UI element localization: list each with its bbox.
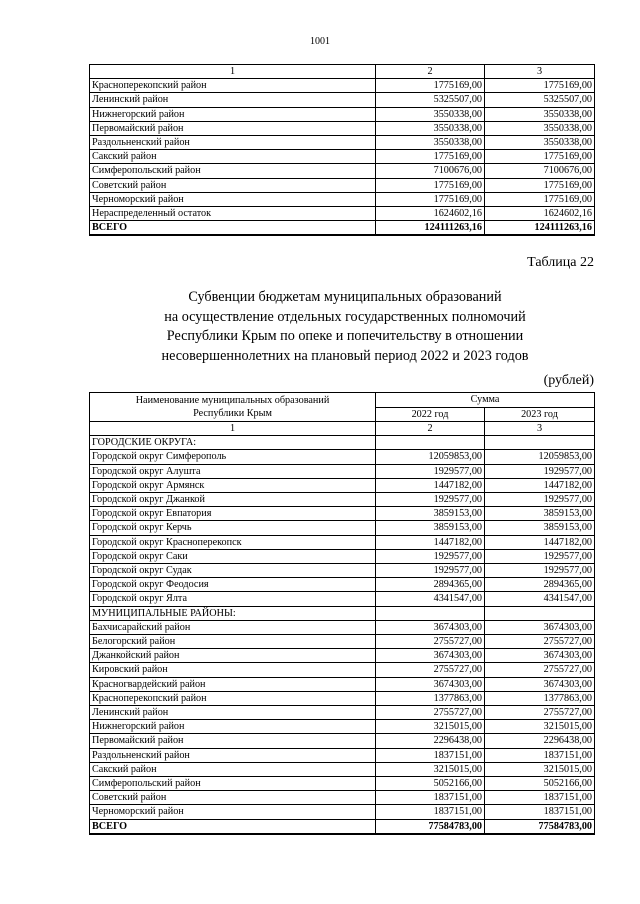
- row-name: Симферопольский район: [90, 777, 376, 791]
- column-number: 3: [485, 65, 595, 79]
- value-2023: 3550338,00: [485, 136, 595, 150]
- row-name: Красноперекопский район: [90, 691, 376, 705]
- value-2022: 3674303,00: [376, 620, 485, 634]
- row-name: Сакский район: [90, 150, 376, 164]
- header-name-line: Наименование муниципальных образований: [135, 395, 330, 406]
- table-row: [90, 535, 595, 549]
- row-name: Первомайский район: [90, 734, 376, 748]
- table-row: [90, 150, 595, 164]
- value-2023: 1929577,00: [485, 549, 595, 563]
- title-line: на осуществление отдельных государственных полномочий: [164, 308, 526, 325]
- value-2022: 1929577,00: [376, 549, 485, 563]
- value-2022: 3859153,00: [376, 521, 485, 535]
- row-name: Городской округ Судак: [90, 564, 376, 578]
- table-row: [90, 164, 595, 178]
- table-row: [90, 592, 595, 606]
- value-2022: 1929577,00: [376, 564, 485, 578]
- header-year: 2022 год: [376, 407, 485, 422]
- table-row: [90, 564, 595, 578]
- value-2022: 2894365,00: [376, 578, 485, 592]
- table-row: [90, 635, 595, 649]
- table-row: [90, 478, 595, 492]
- row-name: Советский район: [90, 791, 376, 805]
- value-2023: 3674303,00: [485, 620, 595, 634]
- row-name: Нижнегорский район: [90, 720, 376, 734]
- value-2023: 2296438,00: [485, 734, 595, 748]
- row-name: ВСЕГО: [90, 819, 376, 834]
- value-2023: 3674303,00: [485, 677, 595, 691]
- value-2022: 5325507,00: [376, 93, 485, 107]
- table-row: [90, 791, 595, 805]
- value-2022: 1837151,00: [376, 791, 485, 805]
- table-row: [90, 136, 595, 150]
- value-2023: 4341547,00: [485, 592, 595, 606]
- row-name: Красноперекопский район: [90, 79, 376, 93]
- row-name: Городской округ Армянск: [90, 478, 376, 492]
- table-row: [90, 777, 595, 791]
- value-2022: 1775169,00: [376, 192, 485, 206]
- table-row: [90, 706, 595, 720]
- value-2022: 12059853,00: [376, 450, 485, 464]
- table-row: [90, 192, 595, 206]
- empty-cell: [376, 606, 485, 620]
- header-row: [90, 393, 595, 408]
- row-name: Бахчисарайский район: [90, 620, 376, 634]
- title-line: несовершеннолетних на плановый период 2022 и 2023 годов: [161, 347, 529, 364]
- value-2023: 3550338,00: [485, 121, 595, 135]
- column-number-row: [90, 422, 595, 436]
- value-2023: 1929577,00: [485, 564, 595, 578]
- value-2023: 1929577,00: [485, 493, 595, 507]
- value-2023: 124111263,16: [485, 221, 595, 236]
- table-row: [90, 93, 595, 107]
- row-name: Городской округ Феодосия: [90, 578, 376, 592]
- row-name: Ленинский район: [90, 706, 376, 720]
- row-name: Советский район: [90, 178, 376, 192]
- title-line: Субвенции бюджетам муниципальных образований: [188, 289, 502, 305]
- row-name: ВСЕГО: [90, 221, 376, 236]
- value-2022: 2296438,00: [376, 734, 485, 748]
- row-name: Нераспределенный остаток: [90, 207, 376, 221]
- row-name: Городской округ Керчь: [90, 521, 376, 535]
- value-2022: 1624602,16: [376, 207, 485, 221]
- empty-cell: [485, 606, 595, 620]
- table-row: [90, 620, 595, 634]
- table-row: [90, 677, 595, 691]
- section-title: МУНИЦИПАЛЬНЫЕ РАЙОНЫ:: [90, 606, 376, 620]
- column-number: 2: [376, 65, 485, 79]
- value-2022: 124111263,16: [376, 221, 485, 236]
- value-2022: 3215015,00: [376, 720, 485, 734]
- value-2022: 1377863,00: [376, 691, 485, 705]
- table-row: [90, 549, 595, 563]
- table-row: [90, 805, 595, 819]
- column-number-row: [90, 65, 595, 79]
- table-row: [90, 663, 595, 677]
- value-2023: 2755727,00: [485, 706, 595, 720]
- value-2022: 2755727,00: [376, 706, 485, 720]
- value-2023: 2755727,00: [485, 635, 595, 649]
- value-2022: 1837151,00: [376, 748, 485, 762]
- row-name: Черноморский район: [90, 805, 376, 819]
- value-2023: 3215015,00: [485, 762, 595, 776]
- value-2023: 1447182,00: [485, 535, 595, 549]
- value-2022: 77584783,00: [376, 819, 485, 834]
- value-2023: 2755727,00: [485, 663, 595, 677]
- table-row: [90, 578, 595, 592]
- row-name: Городской округ Джанкой: [90, 493, 376, 507]
- value-2023: 1837151,00: [485, 791, 595, 805]
- column-number: 1: [90, 65, 376, 79]
- value-2023: 1624602,16: [485, 207, 595, 221]
- title-line: Республики Крым по опеке и попечительству в отношении: [166, 328, 524, 344]
- row-name: Ленинский район: [90, 93, 376, 107]
- table-row: [90, 507, 595, 521]
- value-2022: 5052166,00: [376, 777, 485, 791]
- row-name: Раздольненский район: [90, 136, 376, 150]
- value-2023: 3859153,00: [485, 507, 595, 521]
- value-2023: 1837151,00: [485, 805, 595, 819]
- table-row: [90, 521, 595, 535]
- total-row: [90, 221, 595, 236]
- table-row: [90, 649, 595, 663]
- value-2023: 1377863,00: [485, 691, 595, 705]
- header-year: 2023 год: [485, 407, 595, 422]
- value-2023: 1775169,00: [485, 192, 595, 206]
- table-row: [90, 762, 595, 776]
- table-row: [90, 720, 595, 734]
- column-number: 2: [376, 422, 485, 436]
- section-row: [90, 436, 595, 450]
- column-number: 1: [90, 422, 376, 436]
- value-2023: 77584783,00: [485, 819, 595, 834]
- value-2023: 1775169,00: [485, 150, 595, 164]
- value-2023: 3215015,00: [485, 720, 595, 734]
- value-2022: 3674303,00: [376, 677, 485, 691]
- row-name: Городской округ Красноперекопск: [90, 535, 376, 549]
- page-number: 1001: [310, 36, 330, 47]
- value-2022: 3550338,00: [376, 136, 485, 150]
- value-2023: 3550338,00: [485, 107, 595, 121]
- row-name: Нижнегорский район: [90, 107, 376, 121]
- row-name: Джанкойский район: [90, 649, 376, 663]
- value-2022: 7100676,00: [376, 164, 485, 178]
- table-row: [90, 748, 595, 762]
- row-name: Кировский район: [90, 663, 376, 677]
- value-2023: 1447182,00: [485, 478, 595, 492]
- row-name: Городской округ Саки: [90, 549, 376, 563]
- section-row: [90, 606, 595, 620]
- value-2023: 1929577,00: [485, 464, 595, 478]
- table-row: [90, 207, 595, 221]
- value-2022: 3550338,00: [376, 107, 485, 121]
- header-sum: Сумма: [376, 393, 595, 408]
- section-title: ГОРОДСКИЕ ОКРУГА:: [90, 436, 376, 450]
- row-name: Первомайский район: [90, 121, 376, 135]
- subvention-table: [89, 392, 595, 835]
- value-2023: 1775169,00: [485, 178, 595, 192]
- row-name: Городской округ Симферополь: [90, 450, 376, 464]
- table-row: [90, 493, 595, 507]
- table-row: [90, 691, 595, 705]
- total-row: [90, 819, 595, 834]
- value-2022: 1837151,00: [376, 805, 485, 819]
- value-2022: 1775169,00: [376, 79, 485, 93]
- header-name-line: Республики Крым: [193, 408, 272, 419]
- value-2022: 3550338,00: [376, 121, 485, 135]
- row-name: Городской округ Ялта: [90, 592, 376, 606]
- empty-cell: [376, 436, 485, 450]
- table-row: [90, 450, 595, 464]
- value-2022: 2755727,00: [376, 635, 485, 649]
- table-row: [90, 121, 595, 135]
- value-2023: 3859153,00: [485, 521, 595, 535]
- value-2022: 4341547,00: [376, 592, 485, 606]
- value-2023: 5325507,00: [485, 93, 595, 107]
- table-row: [90, 178, 595, 192]
- table-title: [120, 288, 570, 366]
- table-continuation-body: [90, 65, 595, 236]
- value-2022: 3674303,00: [376, 649, 485, 663]
- row-name: Симферопольский район: [90, 164, 376, 178]
- empty-cell: [485, 436, 595, 450]
- value-2023: 3674303,00: [485, 649, 595, 663]
- value-2023: 12059853,00: [485, 450, 595, 464]
- row-name: Городской округ Алушта: [90, 464, 376, 478]
- header-name: [90, 393, 376, 422]
- value-2023: 2894365,00: [485, 578, 595, 592]
- value-2022: 1775169,00: [376, 150, 485, 164]
- value-2022: 1929577,00: [376, 464, 485, 478]
- table-label: Таблица 22: [527, 255, 594, 270]
- value-2023: 5052166,00: [485, 777, 595, 791]
- value-2023: 1837151,00: [485, 748, 595, 762]
- row-name: Белогорский район: [90, 635, 376, 649]
- table-row: [90, 464, 595, 478]
- row-name: Раздольненский район: [90, 748, 376, 762]
- units-label: (рублей): [543, 373, 594, 388]
- value-2023: 7100676,00: [485, 164, 595, 178]
- table-row: [90, 734, 595, 748]
- row-name: Сакский район: [90, 762, 376, 776]
- value-2022: 1929577,00: [376, 493, 485, 507]
- row-name: Красногвардейский район: [90, 677, 376, 691]
- value-2022: 1447182,00: [376, 535, 485, 549]
- column-number: 3: [485, 422, 595, 436]
- table-continuation: [89, 64, 595, 236]
- value-2022: 3859153,00: [376, 507, 485, 521]
- value-2022: 1447182,00: [376, 478, 485, 492]
- subvention-table-body: [90, 393, 595, 834]
- table-row: [90, 107, 595, 121]
- value-2023: 1775169,00: [485, 79, 595, 93]
- value-2022: 1775169,00: [376, 178, 485, 192]
- value-2022: 2755727,00: [376, 663, 485, 677]
- value-2022: 3215015,00: [376, 762, 485, 776]
- row-name: Городской округ Евпатория: [90, 507, 376, 521]
- table-row: [90, 79, 595, 93]
- row-name: Черноморский район: [90, 192, 376, 206]
